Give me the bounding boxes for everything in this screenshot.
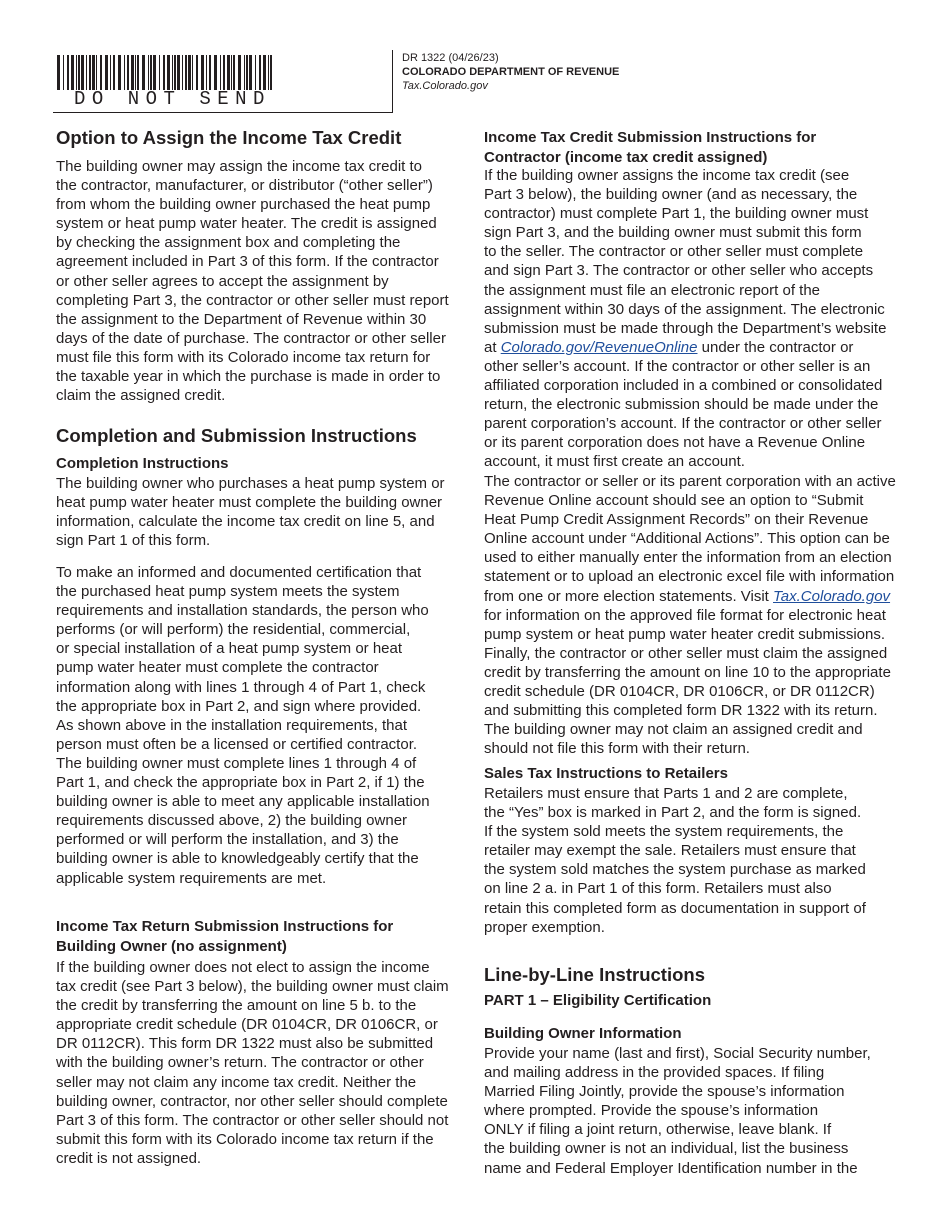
barcode-bar (231, 55, 232, 90)
barcode-bar (71, 55, 74, 90)
barcode-bar (188, 55, 191, 90)
barcode-bar (148, 55, 149, 90)
barcode-bar (209, 55, 211, 90)
barcode-bar (131, 55, 134, 90)
form-meta (402, 51, 619, 93)
heading-completion-submission: Completion and Submission Instructions (56, 425, 417, 446)
heading-sales-tax: Sales Tax Instructions to Retailers (484, 765, 728, 782)
barcode-bar (255, 55, 256, 90)
barcode-bar (105, 55, 108, 90)
barcode-bar (196, 55, 198, 90)
heading-completion-instructions: Completion Instructions (56, 455, 229, 472)
text: under the contractor or other seller’s account. If the contractor or other seller is an affiliated corporation included in a combined or consolidated return, the electronic submission should be made under the parent corporation’s account. If the contractor or other seller or its parent corporation does not have a Revenue Online account, it must first create an account. (484, 338, 883, 471)
barcode (57, 55, 275, 90)
barcode-bar (174, 55, 176, 90)
barcode-bar (214, 55, 217, 90)
barcode-bar (96, 55, 97, 90)
heading-line-by-line: Line-by-Line Instructions (484, 964, 705, 985)
text: for information on the approved file format for electronic heat pump system or heat pump water heater credit submissions. Finally, the contractor or other seller must claim the assigned credit by transferring the amount on line 10 to the appropriate credit schedule (DR 0104CR, DR 0106CR, or DR 0112CR) and submitting this completed form DR 1322 with its return. The building owner may not claim an assigned credit and should not file this form with their return. (484, 606, 891, 758)
text: The contractor or seller or its parent corporation with an active Revenue Online account should see an option to “Submit Heat Pump Credit Assignment Records” on their Revenue Online account under “Additional Actions”. This option can be used to either manually enter the information from an election statement or to upload an electronic excel file with information from one or more election statements. Visit (484, 473, 896, 605)
barcode-bar (192, 55, 193, 90)
barcode-bar (233, 55, 235, 90)
barcode-bar (259, 55, 261, 90)
paragraph-certification: To make an informed and documented certification that the purchased heat pump system meets the system requirements and installation standards, the person who performs (or will perform) the residential, commercial, or special installation of a heat pump system or heat pump water heater must complete the contractor information along with lines 1 through 4 of Part 1, check the appropriate box in Part 2, and sign where provided. As shown above in the installation requirements, that person must often be a licensed or certified contractor. The building owner must complete lines 1 through 4 of Part 1, and check the appropriate box in Part 2, if 1) the building owner is able to meet any applicable installation requirements discussed above, 2) the building owner performed or will perform the installation, and 3) the building owner is able to knowledgeably certify that the applicable system requirements are met. (56, 564, 430, 887)
department-name: COLORADO DEPARTMENT OF REVENUE (402, 66, 620, 78)
barcode-bar (201, 55, 204, 90)
paragraph-contractor-submission (484, 166, 904, 472)
paragraph-building-owner-info: Provide your name (last and first), Social Security number, and mailing address in the provided spaces. If filing Married Filing Jointly, provide the spouse’s information where prompted. Provide the spouse’s information ONLY if filing a joint return, otherwise, leave blank. If the building owner is not an individual, list the business name and Federal Employer Identification number in the (484, 1045, 871, 1177)
barcode-bar (67, 55, 69, 90)
barcode-bar (86, 55, 87, 90)
barcode-bar (153, 55, 156, 90)
barcode-bar (63, 55, 64, 90)
barcode-bar (270, 55, 272, 90)
barcode-bar (150, 55, 152, 90)
barcode-caption: DO NOT SEND (74, 88, 271, 110)
barcode-bar (163, 55, 165, 90)
barcode-bar (92, 55, 95, 90)
barcode-bar (223, 55, 225, 90)
barcode-bar (268, 55, 269, 90)
paragraph-return-submission: If the building owner does not elect to assign the income tax credit (see Part 3 below), the building owner must claim the credit by transferring the amount on line 5 b. to the appropriate credit schedule (DR 0104CR, DR 0106CR, or DR 0112CR). This form DR 1322 must also be submitted with the building owner’s return. The contractor or other seller may not claim any income tax credit. Neither the building owner, contractor, nor other seller should complete Part 3 of this form. The contractor or other seller should not submit this form with its Colorado income tax return if the credit is not assigned. (56, 959, 449, 1167)
barcode-bar (227, 55, 230, 90)
barcode-bar (76, 55, 77, 90)
barcode-bar (124, 55, 125, 90)
barcode-bar (137, 55, 139, 90)
barcode-bar (118, 55, 121, 90)
barcode-bar (246, 55, 248, 90)
barcode-bar (167, 55, 170, 90)
paragraph-sales-tax: Retailers must ensure that Parts 1 and 2 are complete, the “Yes” box is marked in Part 2, and the form is signed. If the system sold meets the system requirements, the retailer may exempt the sale. Retailers must ensure that the system sold matches the system purchase as marked on line 2 a. in Part 1 of this form. Retailers must also retain this completed form as documentation in support of proper exemption. (484, 785, 866, 936)
barcode-bar (185, 55, 187, 90)
heading-part1: PART 1 – Eligibility Certification (484, 992, 712, 1009)
barcode-bar (182, 55, 183, 90)
barcode-bar (113, 55, 115, 90)
barcode-bar (78, 55, 80, 90)
barcode-bar (89, 55, 91, 90)
barcode-bar (110, 55, 111, 90)
heading-option-assign: Option to Assign the Income Tax Credit (56, 127, 402, 148)
barcode-bar (81, 55, 84, 90)
paragraph-completion: The building owner who purchases a heat pump system or heat pump water heater must complete the building owner information, calculate the income tax credit on line 5, and sign Part 1 of this form. (56, 475, 445, 550)
heading-return-submission: Income Tax Return Submission Instructions for Building Owner (no assignment) (56, 918, 394, 955)
barcode-bar (172, 55, 173, 90)
barcode-bar (57, 55, 60, 90)
barcode-bar (263, 55, 266, 90)
barcode-bar (142, 55, 145, 90)
barcode-bar (177, 55, 180, 90)
form-number: DR 1322 (04/26/23) (402, 52, 499, 64)
barcode-bar (238, 55, 241, 90)
heading-building-owner-info: Building Owner Information (484, 1025, 682, 1042)
website: Tax.Colorado.gov (402, 80, 488, 92)
tax-colorado-link[interactable]: Tax.Colorado.gov (773, 587, 891, 605)
barcode-bar (159, 55, 160, 90)
barcode-bar (127, 55, 129, 90)
text: If the building owner assigns the income tax credit (see Part 3 below), the building owner (and as necessary, the contractor) must complete Part 1, the building owner must sign Part 3, and the building owner must submit this form to the seller. The contractor or other seller must complete and sign Part 3. The contractor or other seller who accepts the assignment must file an electronic report of the assignment within 30 days of the assignment. The electronic submission must be made through the Department’s website at (484, 167, 887, 356)
barcode-bar (220, 55, 221, 90)
barcode-bar (249, 55, 252, 90)
paragraph-option-assign: The building owner may assign the income tax credit to the contractor, manufacturer, or distributor (“other seller”) from whom the building owner purchased the heat pump system or heat pump water heater. The credit is assigned by checking the assignment box and completing the agreement included in Part 3 of this form. If the contractor or other seller agrees to accept the assignment by completing Part 3, the contractor or other seller must report the assignment to the Department of Revenue within 30 days of the date of purchase. The contractor or other seller must file this form with its Colorado income tax return for the taxable year in which the purchase is made in order to claim the assigned credit. (56, 158, 449, 405)
barcode-bar (100, 55, 102, 90)
barcode-bar (244, 55, 245, 90)
paragraph-active-account (484, 472, 904, 758)
revenue-online-link[interactable]: Colorado.gov/RevenueOnline (500, 338, 698, 356)
barcode-bar (206, 55, 207, 90)
barcode-bar (135, 55, 136, 90)
heading-contractor-submission: Income Tax Credit Submission Instructions for Contractor (income tax credit assigned) (484, 129, 817, 166)
